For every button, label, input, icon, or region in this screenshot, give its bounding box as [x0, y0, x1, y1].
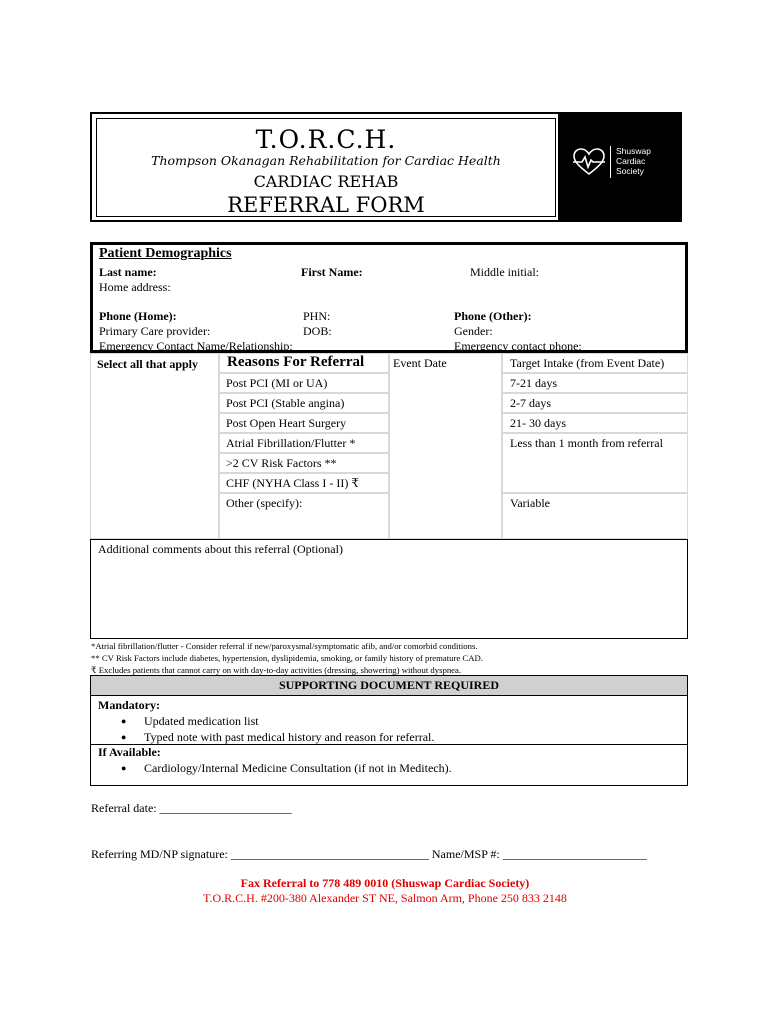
emergency-contact-field[interactable]: Emergency Contact Name/Relationship: — [99, 339, 293, 353]
additional-comments-label: Additional comments about this referral (Optional) — [98, 542, 343, 556]
bullet-icon: ● — [121, 732, 127, 742]
select-column[interactable] — [90, 353, 219, 539]
target-value: 2-7 days — [510, 396, 551, 410]
logo-text-line: Cardiac — [616, 156, 646, 166]
logo-divider — [610, 146, 611, 178]
supporting-documents-section — [90, 675, 688, 786]
if-available-label: If Available: — [98, 745, 161, 759]
form-title: REFERRAL FORM — [227, 193, 425, 217]
demographics-heading: Patient Demographics — [99, 246, 232, 261]
target-value: Variable — [510, 496, 550, 510]
home-address-field[interactable]: Home address: — [99, 280, 171, 294]
first-name-field[interactable]: First Name: — [301, 265, 363, 279]
bullet-icon: ● — [121, 763, 127, 773]
supporting-documents-heading: SUPPORTING DOCUMENT REQUIRED — [91, 676, 687, 696]
signature-line-field[interactable]: Referring MD/NP signature: _________________________________ Name/MSP #: ________________________ — [91, 847, 647, 861]
reason-label: Post PCI (MI or UA) — [226, 376, 328, 390]
header-title-box — [96, 118, 556, 217]
torch-address: T.O.R.C.H. #200-380 Alexander ST NE, Salmon Arm, Phone 250 833 2148 — [203, 891, 567, 905]
target-intake-heading: Target Intake (from Event Date) — [510, 356, 665, 370]
primary-care-field[interactable]: Primary Care provider: — [99, 324, 211, 338]
form-header — [90, 112, 682, 222]
mandatory-label: Mandatory: — [98, 698, 160, 712]
reason-label: >2 CV Risk Factors ** — [226, 456, 337, 470]
target-value: 7-21 days — [510, 376, 557, 390]
reasons-heading: Reasons For Referral — [227, 354, 365, 370]
phone-home-field[interactable]: Phone (Home): — [99, 309, 177, 323]
target-value: Less than 1 month from referral — [510, 436, 663, 450]
emergency-phone-field[interactable]: Emergency contact phone: — [454, 339, 582, 353]
logo-text-line: Shuswap — [616, 146, 651, 156]
event-date-heading: Event Date — [393, 356, 447, 370]
phn-field[interactable]: PHN: — [303, 309, 331, 323]
select-label: Select all that apply — [97, 357, 198, 371]
gender-field[interactable]: Gender: — [454, 324, 493, 338]
reason-label: Post Open Heart Surgery — [226, 416, 347, 430]
mandatory-item: Updated medication list — [144, 714, 259, 728]
shuswap-cardiac-society-logo — [572, 144, 682, 184]
footnote-cv-risk: ** CV Risk Factors include diabetes, hypertension, dyslipidemia, smoking, or family history of premature CAD. — [91, 653, 483, 663]
footnote-chf: ₹ Excludes patients that cannot carry on with day-to-day activities (dressing, showering) without dyspnea. — [91, 665, 462, 675]
middle-initial-field[interactable]: Middle initial: — [470, 265, 539, 279]
event-date-column[interactable] — [389, 353, 502, 539]
program-acronym: T.O.R.C.H. — [255, 125, 397, 154]
reason-label: Other (specify): — [226, 496, 303, 510]
fax-instructions: Fax Referral to 778 489 0010 (Shuswap Cardiac Society) — [240, 876, 530, 890]
reasons-table — [90, 353, 688, 539]
referral-date-field[interactable]: Referral date: ______________________ — [91, 801, 292, 815]
heart-icon — [572, 148, 606, 176]
patient-demographics-section — [90, 242, 688, 353]
logo-text — [616, 146, 651, 176]
dob-field[interactable]: DOB: — [303, 324, 332, 338]
last-name-field[interactable]: Last name: — [99, 265, 157, 279]
logo-text-line: Society — [616, 166, 644, 176]
reason-label: Post PCI (Stable angina) — [226, 396, 345, 410]
phone-other-field[interactable]: Phone (Other): — [454, 309, 532, 323]
target-value: 21- 30 days — [510, 416, 566, 430]
program-full-name: Thompson Okanagan Rehabilitation for Cardiac Health — [151, 153, 501, 168]
reason-label: CHF (NYHA Class I - II) ₹ — [226, 476, 359, 490]
logo-panel — [558, 114, 680, 220]
program-type: CARDIAC REHAB — [253, 172, 399, 191]
section-divider — [91, 744, 687, 745]
reason-label: Atrial Fibrillation/Flutter * — [226, 436, 356, 450]
mandatory-item: Typed note with past medical history and reason for referral. — [144, 730, 435, 744]
footnote-afib: *Atrial fibrillation/flutter - Consider referral if new/paroxysmal/symptomatic afib, and/or comorbid conditions. — [91, 641, 478, 651]
bullet-icon: ● — [121, 716, 127, 726]
available-item: Cardiology/Internal Medicine Consultation (if not in Meditech). — [144, 761, 452, 775]
additional-comments-box[interactable] — [90, 539, 688, 639]
